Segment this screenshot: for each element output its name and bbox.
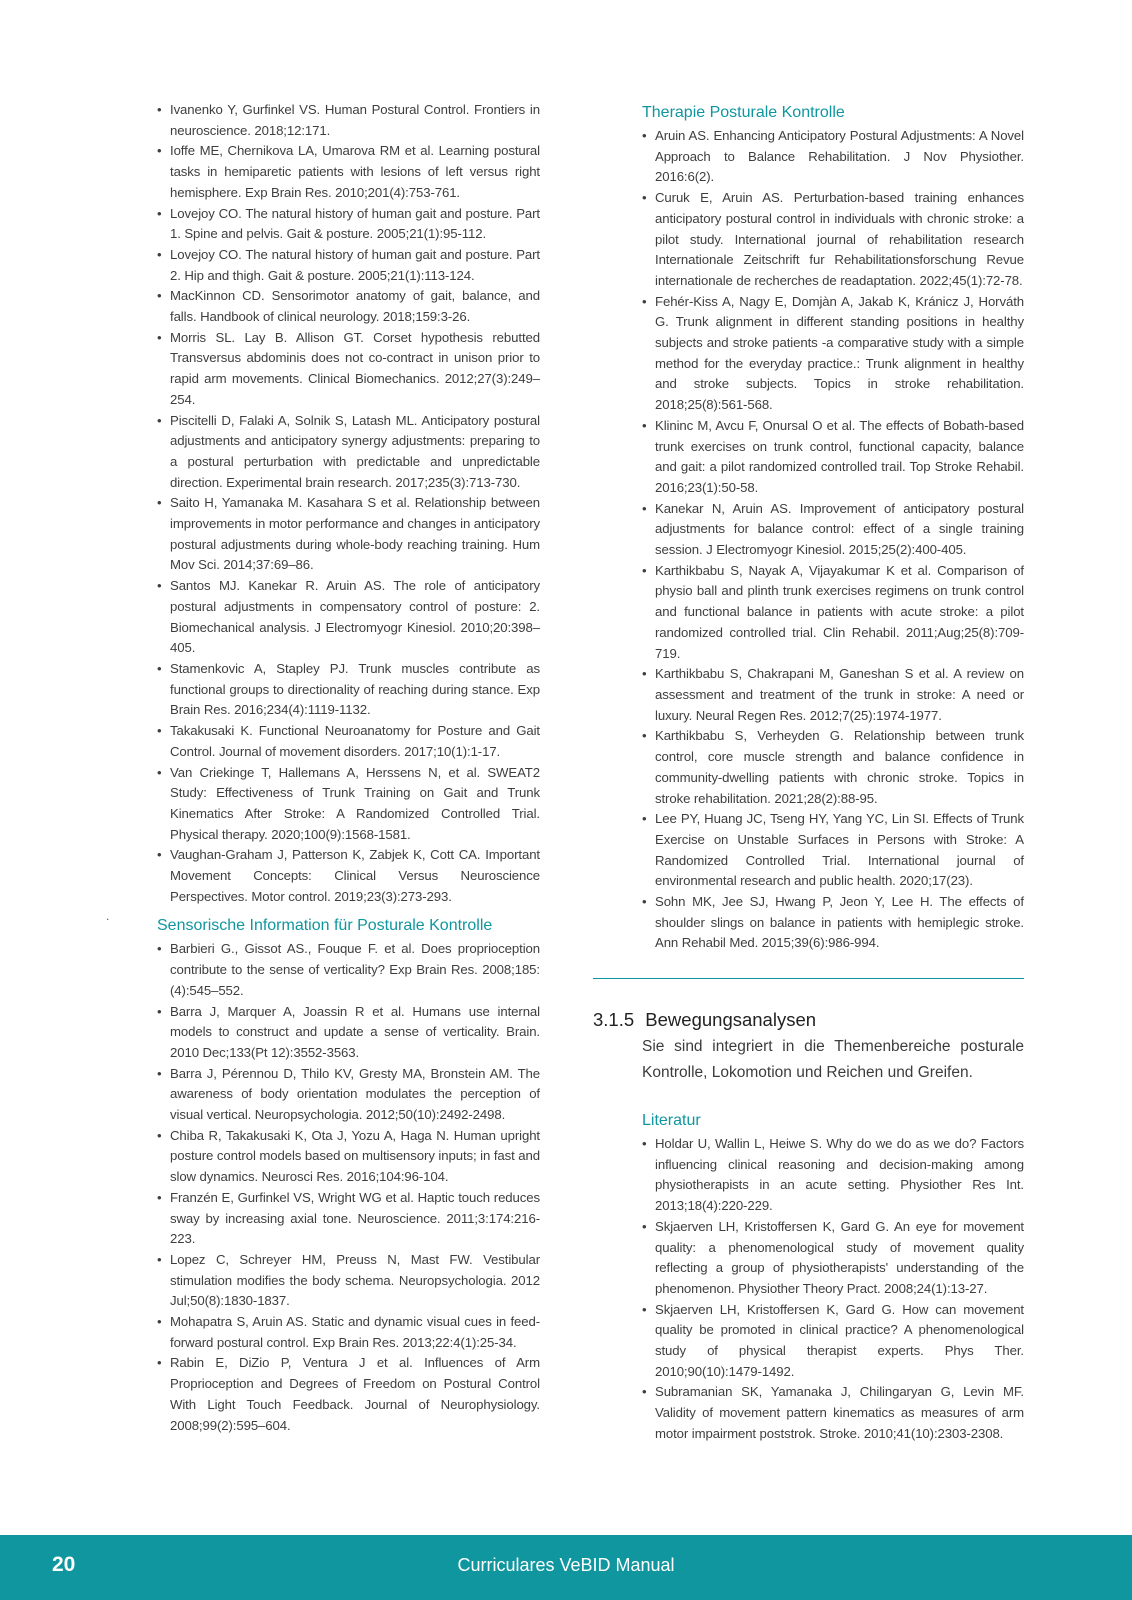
section-title: Bewegungsanalysen: [645, 1009, 817, 1030]
therapie-heading: Therapie Posturale Kontrolle: [642, 104, 845, 121]
reference-item: • Karthikbabu S, Chakrapani M, Ganeshan S et al. A review on assessment and treatment of the trunk in stroke: A need or luxury. Neural Regen Res. 2012;7(25):1974-1977.: [642, 664, 1024, 726]
reference-item: • Sohn MK, Jee SJ, Hwang P, Jeon Y, Lee H. The effects of shoulder slings on balance in patients with hemiplegic stroke. Ann Rehabil Med. 2015;39(6):986-994.: [642, 892, 1024, 954]
reference-item: • Klininc M, Avcu F, Onursal O et al. The effects of Bobath-based trunk exercises on trunk control, functional capacity, balance and gait: a pilot randomized controlled trail. Top Stroke Rehabil. 2016;23(1):50-58.: [642, 416, 1024, 499]
reference-list-sensorik: [157, 939, 540, 1436]
reference-list-top: [157, 100, 540, 907]
reference-item: • Lee PY, Huang JC, Tseng HY, Yang YC, Lin SI. Effects of Trunk Exercise on Unstable Surfaces in Persons with Stroke: A Randomized Controlled Trial. International journal of environmental research and public health. 2020;17(23).: [642, 809, 1024, 892]
left-column: [157, 100, 540, 1436]
reference-item: • Lovejoy CO. The natural history of human gait and posture. Part 1. Spine and pelvis. Gait & posture. 2005;21(1):95-112.: [157, 204, 540, 245]
reference-list-literatur: [642, 1134, 1024, 1445]
reference-item: • Curuk E, Aruin AS. Perturbation-based training enhances anticipatory postural control in individuals with chronic stroke: a pilot study. International journal of rehabilitation research Internationale Zeitschrift fur Rehabilitationsforschung Revue internationale de recherches de readaptation. 2022;45(1):72-78.: [642, 188, 1024, 292]
literatur-heading: Literatur: [642, 1112, 701, 1129]
reference-item: • Skjaerven LH, Kristoffersen K, Gard G. How can movement quality be promoted in clinical practice? A phenomenological study of physical therapist experts. Phys Ther. 2010;90(10):1479-1492.: [642, 1300, 1024, 1383]
reference-item: • Karthikbabu S, Nayak A, Vijayakumar K et al. Comparison of physio ball and plinth trunk exercises regimens on trunk control and functional balance in patients with acute stroke: a pilot randomized controlled trial. Clin Rehabil. 2011;Aug;25(8):709-719.: [642, 561, 1024, 665]
right-column: [642, 100, 1024, 954]
reference-item: • Rabin E, DiZio P, Ventura J et al. Influences of Arm Proprioception and Degrees of Freedom on Postural Control With Light Touch Feedback. Journal of Neurophysiology. 2008;99(2):595–604.: [157, 1353, 540, 1436]
reference-item: • Holdar U, Wallin L, Heiwe S. Why do we do as we do? Factors influencing clinical reasoning and decision-making among physiotherapists in an acute setting. Physiother Res Int. 2013;18(4):220-229.: [642, 1134, 1024, 1217]
reference-item: • Skjaerven LH, Kristoffersen K, Gard G. An eye for movement quality: a phenomenological study of movement quality reflecting a group of physiotherapists' understanding of the phenomenon. Physiother Theory Pract. 2008;24(1):13-27.: [642, 1217, 1024, 1300]
reference-item: • Subramanian SK, Yamanaka J, Chilingaryan G, Levin MF. Validity of movement pattern kinematics as measures of arm motor impairment poststrok. Stroke. 2010;41(10):2303-2308.: [642, 1382, 1024, 1444]
sensorik-heading: Sensorische Information für Posturale Kontrolle: [157, 917, 493, 935]
section-text: Sie sind integriert in die Themenbereiche posturale Kontrolle, Lokomotion und Reichen und Greifen.: [642, 1038, 1024, 1081]
reference-item: • Saito H, Yamanaka M. Kasahara S et al. Relationship between improvements in motor performance and changes in anticipatory postural adjustments during whole-body reaching training. Hum Mov Sci. 2014;37:69–86.: [157, 493, 540, 576]
literatur-block: [642, 1108, 1024, 1445]
reference-item: • Takakusaki K. Functional Neuroanatomy for Posture and Gait Control. Journal of movement disorders. 2017;10(1):1-17.: [157, 721, 540, 762]
reference-item: • Chiba R, Takakusaki K, Ota J, Yozu A, Haga N. Human upright posture control models based on multisensory inputs; in fast and slow dynamics. Neurosci Res. 2016;104:96-104.: [157, 1126, 540, 1188]
reference-item: • Morris SL. Lay B. Allison GT. Corset hypothesis rebutted Transversus abdominis does not co-contract in unison prior to rapid arm movements. Clinical Biomechanics. 2012;27(3):249–254.: [157, 328, 540, 411]
stray-dot: .: [106, 909, 110, 923]
reference-item: • Santos MJ. Kanekar R. Aruin AS. The role of anticipatory postural adjustments in compensatory control of posture: 2. Biomechanical analysis. J Electromyogr Kinesiol. 2010;20:398–405.: [157, 576, 540, 659]
reference-item: • Barra J, Marquer A, Joassin R et al. Humans use internal models to construct and update a sense of verticality. Brain. 2010 Dec;133(Pt 12):3552-3563.: [157, 1002, 540, 1064]
reference-item: • MacKinnon CD. Sensorimotor anatomy of gait, balance, and falls. Handbook of clinical neurology. 2018;159:3-26.: [157, 286, 540, 327]
reference-item: • Karthikbabu S, Verheyden G. Relationship between trunk control, core muscle strength and balance confidence in community-dwelling patients with chronic stroke. Topics in stroke rehabilitation. 2021;28(2):88-95.: [642, 726, 1024, 809]
reference-item: • Van Criekinge T, Hallemans A, Herssens N, et al. SWEAT2 Study: Effectiveness of Trunk Training on Gait and Trunk Kinematics After Stroke: A Randomized Controlled Trial. Physical therapy. 2020;100(9):1568-1581.: [157, 763, 540, 846]
reference-item: • Lopez C, Schreyer HM, Preuss N, Mast FW. Vestibular stimulation modifies the body schema. Neuropsychologia. 2012 Jul;50(8):1830-1837.: [157, 1250, 540, 1312]
reference-item: • Aruin AS. Enhancing Anticipatory Postural Adjustments: A Novel Approach to Balance Rehabilitation. J Nov Physiother. 2016:6(2).: [642, 126, 1024, 188]
reference-list-therapie: [642, 126, 1024, 954]
page-footer: [0, 1535, 1132, 1600]
reference-item: • Piscitelli D, Falaki A, Solnik S, Latash ML. Anticipatory postural adjustments and anticipatory synergy adjustments: preparing to a postural perturbation with predictable and unpredictable direction. Experimental brain research. 2017;235(3):713-730.: [157, 411, 540, 494]
section-number: 3.1.5: [593, 1009, 635, 1030]
reference-item: • Franzén E, Gurfinkel VS, Wright WG et al. Haptic touch reduces sway by increasing axial tone. Neuroscience. 2011;3:174:216-223.: [157, 1188, 540, 1250]
reference-item: • Barra J, Pérennou D, Thilo KV, Gresty MA, Bronstein AM. The awareness of body orientation modulates the perception of visual vertical. Neuropsychologia. 2012;50(10):2492-2498.: [157, 1064, 540, 1126]
section-divider: [593, 978, 1024, 979]
reference-item: • Ivanenko Y, Gurfinkel VS. Human Postural Control. Frontiers in neuroscience. 2018;12:171.: [157, 100, 540, 141]
page-number: 20: [52, 1553, 76, 1576]
reference-item: • Fehér-Kiss A, Nagy E, Domjàn A, Jakab K, Kránicz J, Horváth G. Trunk alignment in different standing positions in healthy subjects and stroke patients -a comparative study with a simple method for the everyday practice.: Trunk alignment in healthy and stroke subjects. Topics in stroke rehabilitation. 2018;25(8):561-568.: [642, 292, 1024, 416]
reference-item: • Kanekar N, Aruin AS. Improvement of anticipatory postural adjustments for balance control: effect of a single training session. J Electromyogr Kinesiol. 2015;25(2):400-405.: [642, 499, 1024, 561]
reference-item: • Mohapatra S, Aruin AS. Static and dynamic visual cues in feed-forward postural control. Exp Brain Res. 2013;22:4(1):25-34.: [157, 1312, 540, 1353]
reference-item: • Ioffe ME, Chernikova LA, Umarova RM et al. Learning postural tasks in hemiparetic patients with lesions of left versus right hemisphere. Exp Brain Res. 2010;201(4):753-761.: [157, 141, 540, 203]
reference-item: • Stamenkovic A, Stapley PJ. Trunk muscles contribute as functional groups to directionality of reaching during stance. Exp Brain Res. 2016;234(4):1119-1132.: [157, 659, 540, 721]
reference-item: • Barbieri G., Gissot AS., Fouque F. et al. Does proprioception contribute to the sense of verticality? Exp Brain Res. 2008;185:(4):545–552.: [157, 939, 540, 1001]
footer-title: Curriculares VeBID Manual: [457, 1555, 675, 1575]
section-heading: [593, 1009, 816, 1031]
reference-item: • Lovejoy CO. The natural history of human gait and posture. Part 2. Hip and thigh. Gait & posture. 2005;21(1):113-124.: [157, 245, 540, 286]
reference-item: • Vaughan-Graham J, Patterson K, Zabjek K, Cott CA. Important Movement Concepts: Clinical Versus Neuroscience Perspectives. Motor control. 2019;23(3):273-293.: [157, 845, 540, 907]
